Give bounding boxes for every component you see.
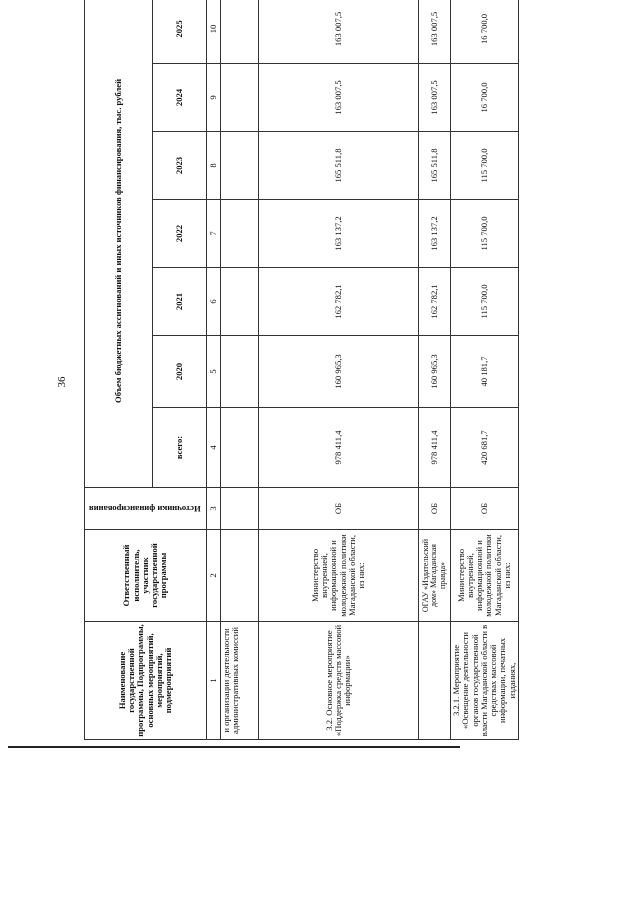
col-number: 2 <box>207 530 221 622</box>
header-year-2020: 2020 <box>153 336 207 408</box>
col-number: 8 <box>207 132 221 200</box>
row-value: 165 511,8 <box>259 132 419 200</box>
col-number: 7 <box>207 200 221 268</box>
row-value: 163 007,5 <box>419 0 451 64</box>
row-source: ОБ <box>451 488 519 530</box>
col-number: 1 <box>207 622 221 740</box>
row-executor: Министерство внутренней, информационной и молодежной политики Магаданской области, из них: <box>259 530 419 622</box>
row-value <box>221 408 259 488</box>
col-number: 4 <box>207 408 221 488</box>
row-value <box>221 268 259 336</box>
row-name: 3.2. Основное мероприятие «Поддержка средств массовой информации» <box>259 622 419 740</box>
table-row <box>259 0 419 740</box>
header-year-2024: 2024 <box>153 64 207 132</box>
row-value: 162 782,1 <box>259 268 419 336</box>
row-source <box>221 488 259 530</box>
row-value <box>221 200 259 268</box>
row-value: 115 700,0 <box>451 132 519 200</box>
table-row <box>419 0 451 740</box>
table-row <box>221 0 259 740</box>
header-year-2021: 2021 <box>153 268 207 336</box>
col-number: 9 <box>207 64 221 132</box>
header-executor: Ответственный исполнитель, участник государственной программы <box>85 530 207 622</box>
row-value: 163 137,2 <box>419 200 451 268</box>
column-number-row <box>207 0 221 740</box>
row-value: 162 782,1 <box>419 268 451 336</box>
row-value: 16 700,0 <box>451 0 519 64</box>
header-year-2025: 2025 <box>153 0 207 64</box>
divider-line <box>8 746 460 748</box>
col-number: 5 <box>207 336 221 408</box>
row-value: 160 965,3 <box>259 336 419 408</box>
row-value: 163 007,5 <box>259 64 419 132</box>
row-value <box>221 336 259 408</box>
row-value <box>221 132 259 200</box>
row-value: 160 965,3 <box>419 336 451 408</box>
row-source: ОБ <box>419 488 451 530</box>
row-name <box>419 622 451 740</box>
row-executor <box>221 530 259 622</box>
row-value: 978 411,4 <box>419 408 451 488</box>
row-value: 163 007,5 <box>419 64 451 132</box>
row-value: 978 411,4 <box>259 408 419 488</box>
col-number: 3 <box>207 488 221 530</box>
row-source: ОБ <box>259 488 419 530</box>
row-value: 420 681,7 <box>451 408 519 488</box>
table-row <box>451 0 519 740</box>
budget-table <box>84 0 519 740</box>
row-name: 3.2.1. Мероприятие «Освещение деятельности органов государственной власти Магаданской области в средствах массовой информации, печатных изданиях, <box>451 622 519 740</box>
row-executor: Министерство внутренней, информационной и молодежной политики Магаданской области, из них: <box>451 530 519 622</box>
header-year-2023: 2023 <box>153 132 207 200</box>
page-number: 36 <box>56 376 68 388</box>
header-total: всего: <box>153 408 207 488</box>
header-year-2022: 2022 <box>153 200 207 268</box>
row-value <box>221 0 259 64</box>
row-value: 165 511,8 <box>419 132 451 200</box>
header-row-1 <box>85 0 153 740</box>
row-value: 163 007,5 <box>259 0 419 64</box>
header-source: Источники финансирования <box>85 488 207 530</box>
row-value: 115 700,0 <box>451 268 519 336</box>
col-number: 10 <box>207 0 221 64</box>
row-value: 163 137,2 <box>259 200 419 268</box>
row-value: 16 700,0 <box>451 64 519 132</box>
header-volume: Объем бюджетных ассигнований и иных источников финансирования, тыс. рублей <box>85 0 153 488</box>
header-name: Наименование государственной программы, Подпрограммы, основных мероприятий, мероприятий, подмероприятий <box>85 622 207 740</box>
budget-table-container <box>84 0 517 740</box>
row-value: 40 181,7 <box>451 336 519 408</box>
row-executor: ОГАУ «Издательский дом» Магаданская правда» <box>419 530 451 622</box>
row-name: и организации деятельности административных комиссий <box>221 622 259 740</box>
row-value: 115 700,0 <box>451 200 519 268</box>
col-number: 6 <box>207 268 221 336</box>
row-value <box>221 64 259 132</box>
